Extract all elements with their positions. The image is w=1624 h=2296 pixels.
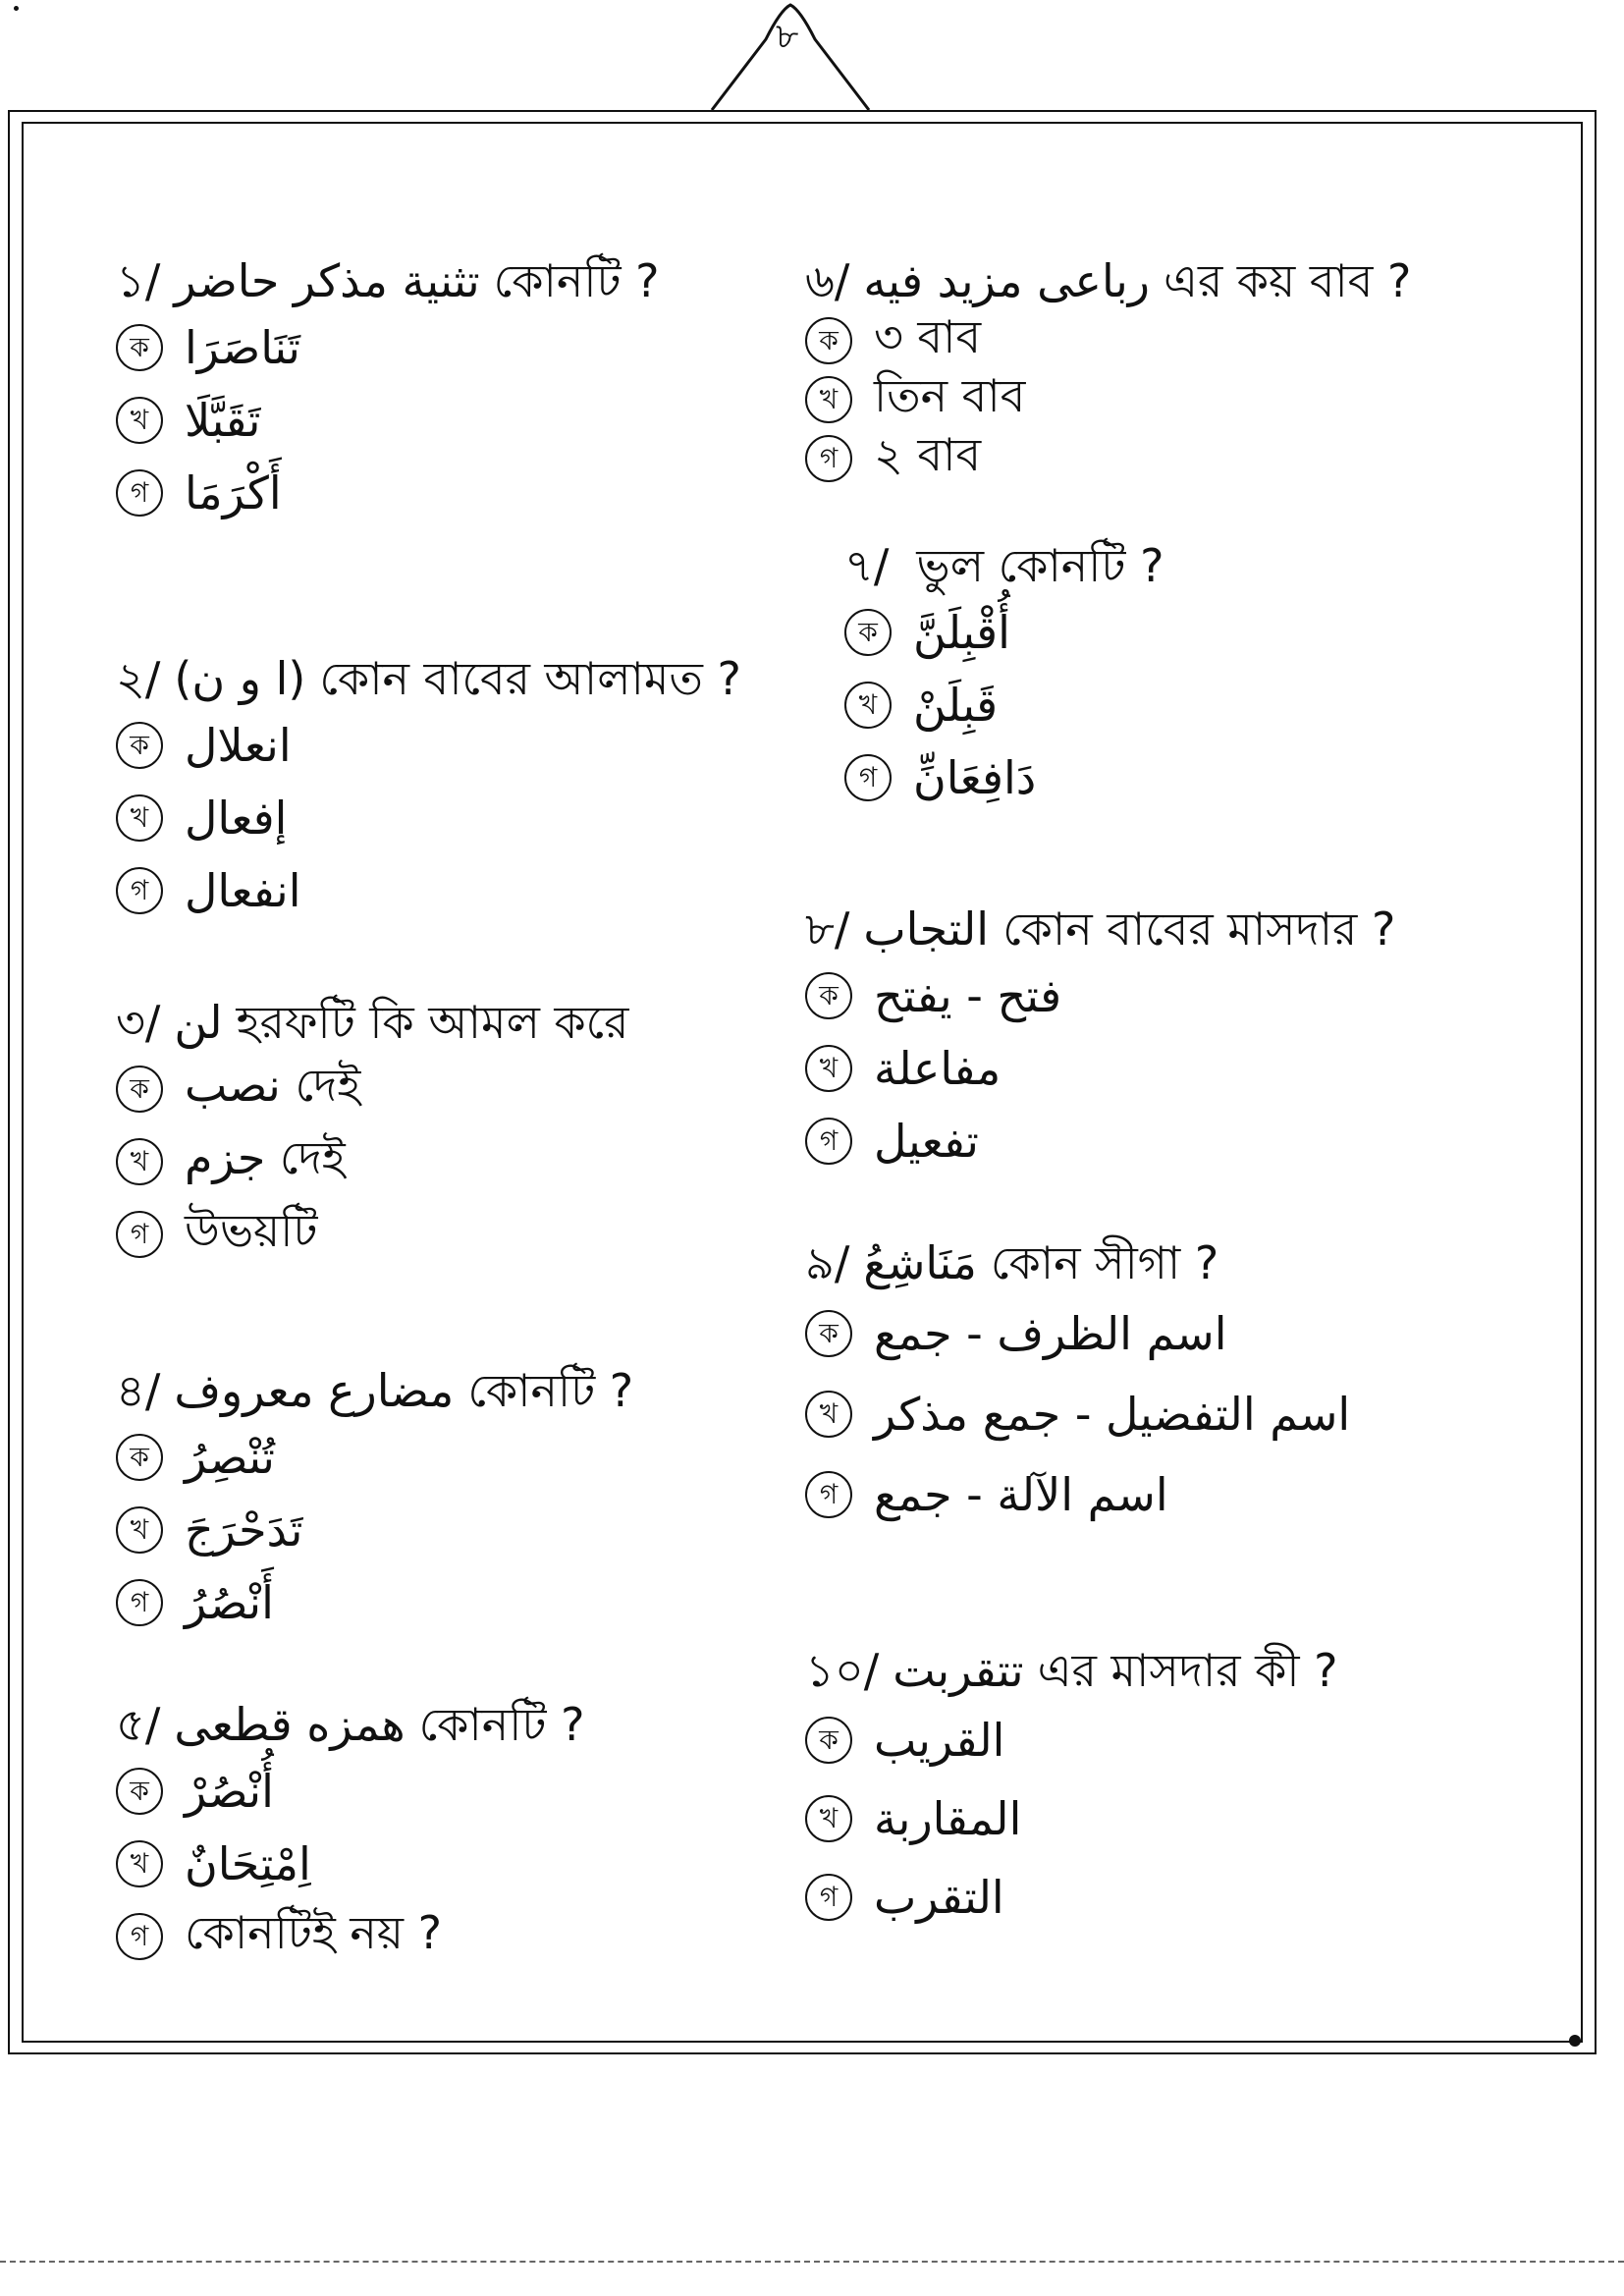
- option-text: فتح - يفتح: [874, 969, 1062, 1022]
- option-text: إفعال: [185, 792, 288, 845]
- question-6: [805, 250, 1411, 488]
- option-text: قَبِلَنْ: [913, 679, 999, 732]
- option-text: ৩ বাব: [874, 310, 982, 363]
- option[interactable]: [116, 1053, 628, 1125]
- option[interactable]: [805, 311, 1411, 370]
- option[interactable]: [805, 1032, 1395, 1105]
- question-arabic: التجاب: [863, 902, 990, 956]
- option-text: تَدَحْرَجَ: [185, 1503, 303, 1557]
- option[interactable]: [805, 1374, 1350, 1454]
- option[interactable]: [805, 1454, 1350, 1535]
- option[interactable]: [116, 384, 660, 457]
- option[interactable]: [116, 1566, 633, 1639]
- option-text: التقرب: [874, 1871, 1004, 1924]
- option[interactable]: [805, 1701, 1338, 1779]
- question-5: [116, 1694, 584, 1973]
- option[interactable]: [844, 669, 1164, 741]
- option-label: ক: [116, 1066, 163, 1113]
- question-number: ৮/: [805, 902, 850, 956]
- option-label: খ: [805, 376, 852, 423]
- ink-dot: [1569, 2035, 1581, 2047]
- option[interactable]: [805, 370, 1411, 429]
- option-text: أُقْبِلَنَّ: [913, 606, 1010, 659]
- option-text: انفعال: [185, 864, 301, 917]
- option-label: গ: [116, 469, 163, 517]
- option-label: ক: [805, 1310, 852, 1357]
- question-9: [805, 1232, 1350, 1535]
- page-divider: [0, 2261, 1624, 2263]
- option[interactable]: [116, 1900, 584, 1973]
- option-label: গ: [805, 1118, 852, 1165]
- option-text: اسم الآلة - جمع: [874, 1468, 1168, 1521]
- question-number: ৩/: [116, 996, 161, 1049]
- option[interactable]: [116, 457, 660, 529]
- option-text: ২ বাব: [874, 428, 982, 481]
- option-text: نصب দেই: [185, 1059, 361, 1112]
- option-text: কোনটিই নয় ?: [185, 1906, 443, 1959]
- question-arabic: رباعى مزيد فيه: [863, 254, 1150, 307]
- option-text: تَقَبَّلَا: [185, 394, 261, 447]
- question-10: [805, 1640, 1338, 1937]
- question-arabic: همزه قطعى: [174, 1698, 406, 1751]
- option-text: اسم التفضيل - جمع مذكر: [874, 1388, 1351, 1441]
- question-text: কোনটি ?: [467, 1364, 634, 1417]
- option-label: গ: [116, 1211, 163, 1258]
- option[interactable]: [116, 1421, 633, 1494]
- page-number: ৮: [776, 17, 799, 57]
- option[interactable]: [805, 1293, 1350, 1374]
- option[interactable]: [844, 741, 1164, 814]
- question-text: কোন সীগা ?: [990, 1236, 1219, 1289]
- question-text: কোন বাবের মাসদার ?: [1002, 902, 1396, 956]
- option-label: খ: [844, 682, 892, 729]
- question-arabic: (ا و ن): [174, 652, 306, 705]
- question-number: ১০/: [805, 1644, 880, 1697]
- option-label: খ: [805, 1045, 852, 1092]
- ink-dot: [14, 6, 19, 11]
- option-text: تُنْصِرُ: [185, 1431, 275, 1484]
- option-text: دَافِعَانِّ: [913, 751, 1037, 804]
- option-label: ক: [805, 1717, 852, 1764]
- question-7: [844, 535, 1164, 814]
- question-number: ৯/: [805, 1236, 850, 1289]
- option-label: ক: [116, 1434, 163, 1481]
- option-text: উভয়টি: [185, 1204, 318, 1257]
- option[interactable]: [116, 1125, 628, 1198]
- question-number: ১/: [116, 254, 161, 307]
- option-label: খ: [116, 397, 163, 444]
- option-label: গ: [805, 435, 852, 482]
- option-label: খ: [116, 1840, 163, 1887]
- option-label: ক: [116, 1768, 163, 1815]
- question-text: এর মাসদার কী ?: [1037, 1644, 1338, 1697]
- option-text: اِمْتِحَانٌ: [185, 1837, 311, 1890]
- option-label: ক: [116, 722, 163, 769]
- option-label: ক: [805, 972, 852, 1019]
- option-text: تَنَاصَرَا: [185, 321, 300, 374]
- option[interactable]: [805, 429, 1411, 488]
- option-text: أَكْرَمَا: [185, 466, 282, 519]
- question-number: ৭/: [844, 539, 890, 592]
- option-label: গ: [805, 1471, 852, 1518]
- option[interactable]: [805, 1779, 1338, 1858]
- question-4: [116, 1360, 633, 1639]
- option-text: تفعيل: [874, 1115, 979, 1168]
- option-text: اسم الظرف - جمع: [874, 1307, 1227, 1360]
- option-text: القريب: [874, 1714, 1005, 1767]
- question-text: হরফটি কি আমল করে: [236, 996, 629, 1049]
- question-arabic: تثنية مذكر حاضر: [174, 254, 480, 307]
- option[interactable]: [116, 854, 741, 927]
- question-text: ভুল কোনটি ?: [916, 539, 1164, 592]
- option[interactable]: [805, 1858, 1338, 1937]
- question-number: ২/: [116, 652, 161, 705]
- option[interactable]: [116, 782, 741, 854]
- option[interactable]: [116, 1828, 584, 1900]
- question-2: [116, 648, 741, 927]
- option[interactable]: [116, 1755, 584, 1828]
- question-text: কোনটি ?: [493, 254, 660, 307]
- option-label: ক: [805, 317, 852, 364]
- option[interactable]: [116, 1198, 628, 1271]
- option-text: তিন বাব: [874, 369, 1026, 422]
- question-8: [805, 899, 1395, 1177]
- option-label: খ: [805, 1795, 852, 1842]
- question-arabic: تتقربت: [893, 1644, 1024, 1697]
- question-arabic: مضارع معروف: [174, 1364, 455, 1417]
- option[interactable]: [805, 1105, 1395, 1177]
- question-text: কোনটি ?: [418, 1698, 585, 1751]
- option-label: গ: [844, 754, 892, 801]
- option[interactable]: [116, 1494, 633, 1566]
- option[interactable]: [844, 596, 1164, 669]
- option-label: ক: [844, 609, 892, 656]
- question-arabic: مَنَاشِعُ: [863, 1236, 977, 1289]
- question-number: ৬/: [805, 254, 850, 307]
- option[interactable]: [116, 709, 741, 782]
- option-text: جزم দেই: [185, 1131, 346, 1184]
- option[interactable]: [116, 311, 660, 384]
- option-text: مفاعلة: [874, 1042, 1001, 1095]
- question-number: ৫/: [116, 1698, 161, 1751]
- option-label: খ: [116, 1138, 163, 1185]
- option-label: খ: [805, 1391, 852, 1438]
- option-label: ক: [116, 324, 163, 371]
- question-text: এর কয় বাব ?: [1164, 254, 1412, 307]
- option-text: أَنْصُرُ: [185, 1576, 274, 1629]
- question-3: [116, 992, 628, 1271]
- question-text: কোন বাবের আলামত ?: [319, 652, 741, 705]
- question-1: [116, 250, 660, 529]
- option-text: المقاربة: [874, 1792, 1022, 1845]
- option-label: খ: [116, 1506, 163, 1554]
- question-arabic: لن: [174, 996, 223, 1049]
- option-label: গ: [116, 1913, 163, 1960]
- option-label: গ: [805, 1874, 852, 1921]
- option-text: أُنْصُرْ: [185, 1765, 274, 1818]
- option-label: গ: [116, 867, 163, 914]
- option[interactable]: [805, 959, 1395, 1032]
- option-label: গ: [116, 1579, 163, 1626]
- option-label: খ: [116, 794, 163, 842]
- question-number: ৪/: [116, 1364, 161, 1417]
- option-text: انعلال: [185, 719, 292, 772]
